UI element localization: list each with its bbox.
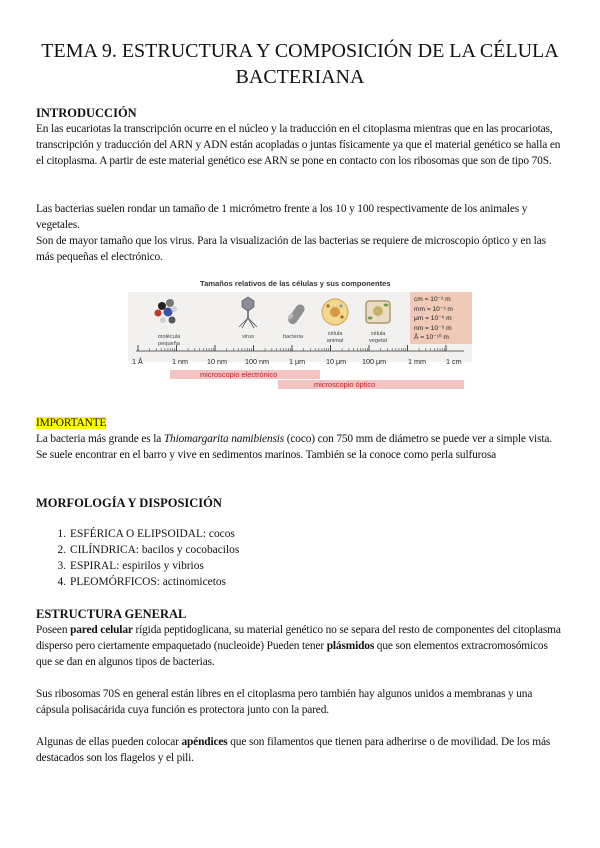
morphology-item-main: CILÍNDRICA — [70, 544, 136, 556]
unit-cm: cm = 10⁻² m — [414, 296, 451, 303]
species-name: Thiomargarita namibiensis — [163, 433, 285, 445]
morphology-item — [36, 542, 239, 558]
intro-heading: INTRODUCCIÓN — [36, 106, 137, 120]
important-paragraph — [36, 431, 564, 463]
label-animal-cell-1: célula — [327, 331, 343, 337]
cell-size-figure — [128, 276, 472, 392]
units-legend — [410, 292, 472, 344]
morphology-item-main: PLEOMÓRFICOS — [70, 576, 157, 588]
term-cell-wall: pared celular — [70, 624, 133, 636]
bacteria-icon — [286, 303, 306, 326]
virus-icon — [239, 297, 257, 328]
scale-label-1mm: 1 mm — [408, 357, 426, 366]
label-bacteria: bacteria — [283, 334, 303, 340]
morphology-list — [36, 526, 239, 590]
scale-label-1cm: 1 cm — [446, 357, 462, 366]
important-text-b: (coco) con 750 mm de diámetro se puede ver a simple vista. Se suele encontrar en el barro y vive en sedimentos marinos. También se la conoce como perla sulfurosa — [36, 433, 552, 461]
structure-paragraph-3 — [36, 734, 564, 766]
morphology-item-rest: : cocos — [202, 528, 235, 540]
title-line-1: TEMA 9. ESTRUCTURA Y COMPOSICIÓN DE LA CÉLULA — [41, 40, 559, 62]
label-molecule-2: pequeña — [158, 340, 180, 347]
morphology-item — [36, 526, 239, 542]
structure-paragraph-2: Sus ribosomas 70S en general están libres en el citoplasma pero también hay algunos unidos a membranas y una cápsula polisacárida cuya función es protectora junto con la pared. — [36, 688, 533, 716]
label-molecule — [152, 334, 186, 347]
unit-um: μm = 10⁻⁶ m — [414, 315, 452, 322]
morphology-item-number: 4. — [57, 576, 66, 588]
unit-angstrom: Å = 10⁻¹⁰ m — [414, 334, 449, 341]
unit-nm: nm = 10⁻⁹ m — [414, 324, 452, 332]
plant-cell-icon — [366, 301, 390, 323]
morphology-item-rest: : espirilos y vibrios — [116, 560, 204, 572]
morphology-item-rest: : actinomicetos — [156, 576, 226, 588]
label-plant-cell-1: célula — [370, 331, 386, 337]
label-animal-cell-2: animal — [326, 337, 344, 344]
animal-cell-icon — [322, 299, 348, 325]
unit-mm: mm = 10⁻³ m — [414, 305, 453, 313]
optical-microscope-bar: microscopio óptico — [278, 380, 464, 389]
morphology-item — [36, 574, 239, 590]
label-molecule-1: molécula — [157, 334, 181, 340]
important-text-a: La bacteria más grande es la — [36, 433, 164, 445]
electron-microscope-bar: microscopio electrónico — [170, 370, 320, 379]
morphology-item-number: 1. — [57, 528, 66, 540]
scale-label-10um: 10 μm — [326, 357, 347, 366]
label-plant-cell-2: vegetal — [368, 337, 388, 344]
intro-paragraph-1: En las eucariotas la transcripción ocurre en el núcleo y la traducción en el citoplasma mientras que en las procariotas, transcripción y traducción del ARN y ADN están acopladas o juntas físicamente ya que el material genético se halla en el citoplasma. A partir de este material genético ese ARN se pone en contacto con los ribosomas que son de tipo 70S. — [36, 123, 561, 167]
molecule-icon — [155, 299, 178, 324]
scale-label-01A: .1 Å — [130, 357, 143, 366]
important-label-line — [36, 415, 564, 431]
figure-title: Tamaños relativos de las células y sus componentes — [200, 279, 391, 288]
morphology-item-main: ESPIRAL — [70, 560, 117, 572]
structure-p3-c: que son filamentos que tienen para adherirse o de movilidad. De los más destacados son los flagelos y el pili. — [36, 736, 551, 764]
structure-p1-d: que son elementos extracromosómicos que se dan en algunos tipos de bacterias. — [36, 640, 548, 668]
structure-heading: ESTRUCTURA GENERAL — [36, 607, 187, 621]
title-line-2: BACTERIANA — [235, 66, 365, 88]
morphology-item — [36, 558, 239, 574]
intro-paragraph-2b: Son de mayor tamaño que los virus. Para la visualización de las bacterias se requiere de microscopio óptico y en las más pequeñas el electrónico. — [36, 235, 546, 263]
label-animal-cell — [318, 331, 352, 344]
morphology-item-rest: : bacilos y cocobacilos — [135, 544, 240, 556]
morphology-item-number: 2. — [57, 544, 66, 556]
label-virus: virus — [242, 334, 254, 340]
structure-p1-a: Poseen — [36, 624, 71, 636]
scale-label-100nm: 100 nm — [245, 357, 269, 366]
morphology-item-main: ESFÉRICA O ELIPSOIDAL — [70, 528, 203, 540]
important-label: IMPORTANTE — [36, 417, 107, 429]
intro-paragraph-2a: Las bacterias suelen rondar un tamaño de 1 micrómetro frente a los 10 y 100 respectivamente de los animales y vegetales. — [36, 203, 528, 231]
scale-label-100um: 100 μm — [362, 357, 387, 366]
morphology-item-number: 3. — [57, 560, 66, 572]
structure-p1-c: rígida peptidoglicana, su material genético no se separa del resto de componentes del citoplasma disperso pero ciertamente empaquetado (nucleoide) Pueden tener — [36, 624, 561, 652]
morphology-heading: MORFOLOGÍA Y DISPOSICIÓN — [36, 496, 222, 510]
scale-label-1nm: 1 nm — [172, 357, 188, 366]
page-title — [20, 38, 580, 90]
structure-p3-a: Algunas de ellas pueden colocar — [36, 736, 182, 748]
scale-label-1um: 1 μm — [289, 357, 306, 366]
term-appendages: apéndices — [181, 736, 228, 748]
label-plant-cell — [361, 331, 395, 344]
intro-paragraph-2 — [36, 201, 564, 265]
structure-paragraph-1 — [36, 622, 564, 670]
term-plasmids: plásmidos — [326, 640, 375, 652]
scale-label-10nm: 10 nm — [207, 357, 227, 366]
